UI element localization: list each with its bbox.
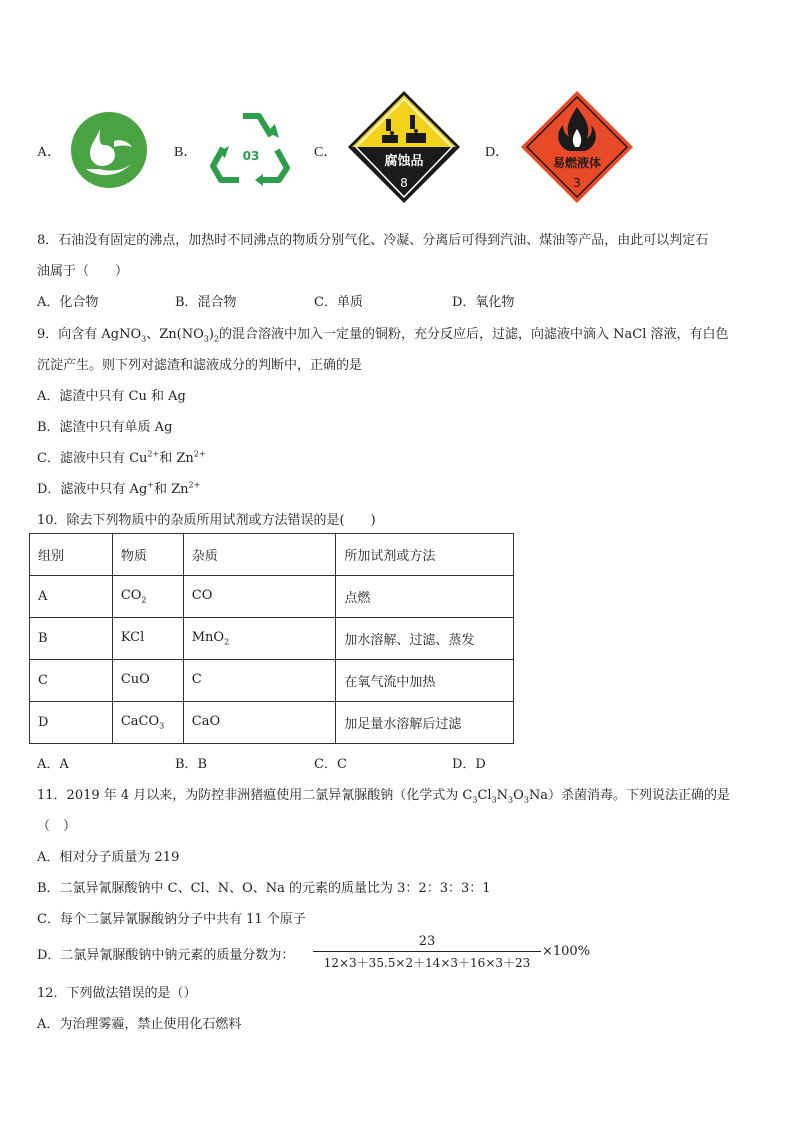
- recycle-icon: [207, 108, 295, 188]
- q10-table: [29, 533, 514, 744]
- q11-stem-line1: 11．2019 年 4 月以来，为防控非洲猪瘟使用二氯异氰脲酸钠（化学式为 $C_3Cl_3N_3O_3Na$）杀菌消毒。下列说法正确的是: [37, 788, 731, 805]
- table-row: [30, 618, 514, 660]
- q11-option-d-percent: ×100%: [542, 944, 591, 959]
- table-row: [30, 660, 514, 702]
- corrosive-icon-label: 腐蚀品: [384, 154, 424, 169]
- q7-option-a-letter: A．: [37, 145, 62, 160]
- table-header-row: [30, 534, 514, 576]
- table-cell-substance: CaCO$_3$: [112, 702, 183, 744]
- q9-stem-line2: 沉淀产生。则下列对滤渣和滤液成分的判断中，正确的是: [37, 358, 363, 373]
- table-row: [30, 576, 514, 618]
- table-cell-group: C: [30, 660, 113, 702]
- table-header-cell: 组别: [30, 534, 113, 576]
- table-cell-impurity: C: [183, 660, 336, 702]
- flammable-icon-class: 3: [573, 176, 581, 190]
- table-cell-method: 加水溶解、过滤、蒸发: [336, 618, 514, 660]
- q11-option-c: C．每个二氯异氰脲酸钠分子中共有 11 个原子: [37, 912, 306, 927]
- corrosive-icon-class: 8: [400, 176, 408, 190]
- q7-option-b-letter: B．: [174, 145, 198, 160]
- q8-option-a: A．化合物: [37, 295, 99, 310]
- q8-stem-line1: 8．石油没有固定的沸点，加热时不同沸点的物质分别气化、冷凝、分离后可得到汽油、煤油等产品，由此可以判定石: [37, 233, 709, 248]
- table-row: [30, 702, 514, 744]
- table-header-cell: 物质: [112, 534, 183, 576]
- table-cell-impurity: MnO$_2$: [183, 618, 336, 660]
- table-cell-method: 在氧气流中加热: [336, 660, 514, 702]
- q9-stem-line1: 9．向含有 AgNO$_3$、$Zn(NO_3)_2$的混合溶液中加入一定量的铜粉，充分反应后，过滤，向滤液中滴入 NaCl 溶液，有白色: [37, 327, 729, 344]
- table-cell-impurity: CO: [183, 576, 336, 618]
- q10-option-d: D．D: [452, 757, 486, 772]
- table-cell-substance: KCl: [112, 618, 183, 660]
- fraction-denominator: 12×3＋35.5×2＋14×3＋16×3＋23: [323, 956, 531, 970]
- q11-stem-line2: （ ）: [37, 819, 77, 834]
- table-header-cell: 杂质: [183, 534, 336, 576]
- q8-option-b: B．混合物: [175, 295, 237, 310]
- q7-option-d-letter: D．: [485, 145, 510, 160]
- q12-option-a: A．为治理雾霾，禁止使用化石燃料: [37, 1017, 242, 1032]
- fraction-numerator: 23: [418, 934, 436, 949]
- q12-stem: 12．下列做法错误的是（）: [37, 986, 197, 1001]
- corrosive-icon: [346, 89, 462, 205]
- table-cell-group: B: [30, 618, 113, 660]
- table-cell-substance: $CO_2$: [112, 576, 183, 618]
- q9-option-b: B．滤渣中只有单质 Ag: [37, 420, 173, 435]
- q11-option-b: B．二氯异氰脲酸钠中 C、Cl、N、O、Na 的元素的质量比为 3：2：3：3：1: [37, 881, 491, 896]
- flammable-icon-label: 易燃液体: [552, 156, 602, 170]
- q9-option-c: C．滤液中只有 $Cu^{2+}$和 $Zn^{2+}$: [37, 449, 206, 466]
- water-saving-icon: [70, 111, 148, 189]
- q9-option-a: A．滤渣中只有 Cu 和 Ag: [37, 389, 186, 404]
- q8-stem-line2: 油属于（ ）: [37, 264, 129, 279]
- q10-option-b: B．B: [175, 757, 208, 772]
- table-cell-method: 点燃: [336, 576, 514, 618]
- q8-option-d: D．氧化物: [452, 295, 515, 310]
- q11-option-d-fraction: [313, 934, 541, 971]
- flammable-liquid-icon: [519, 89, 635, 205]
- q11-option-d: D．二氯异氰脲酸钠中钠元素的质量分数为：: [37, 948, 295, 963]
- q11-option-a: A．相对分子质量为 219: [37, 850, 180, 865]
- recycle-icon-number: 03: [242, 149, 260, 163]
- q10-option-a: A．A: [37, 757, 69, 772]
- q7-option-c-letter: C．: [314, 145, 338, 160]
- fraction-bar: [313, 951, 541, 952]
- table-cell-group: A: [30, 576, 113, 618]
- q10-option-c: C．C: [314, 757, 347, 772]
- table-cell-method: 加足量水溶解后过滤: [336, 702, 514, 744]
- table-cell-substance: CuO: [112, 660, 183, 702]
- table-cell-group: D: [30, 702, 113, 744]
- table-cell-impurity: CaO: [183, 702, 336, 744]
- q10-stem: 10．除去下列物质中的杂质所用试剂或方法错误的是( ): [37, 513, 376, 528]
- q8-option-c: C．单质: [314, 295, 363, 310]
- table-header-cell: 所加试剂或方法: [336, 534, 514, 576]
- q9-option-d: D．滤液中只有 Ag+和 $Zn^{2+}$: [37, 480, 201, 497]
